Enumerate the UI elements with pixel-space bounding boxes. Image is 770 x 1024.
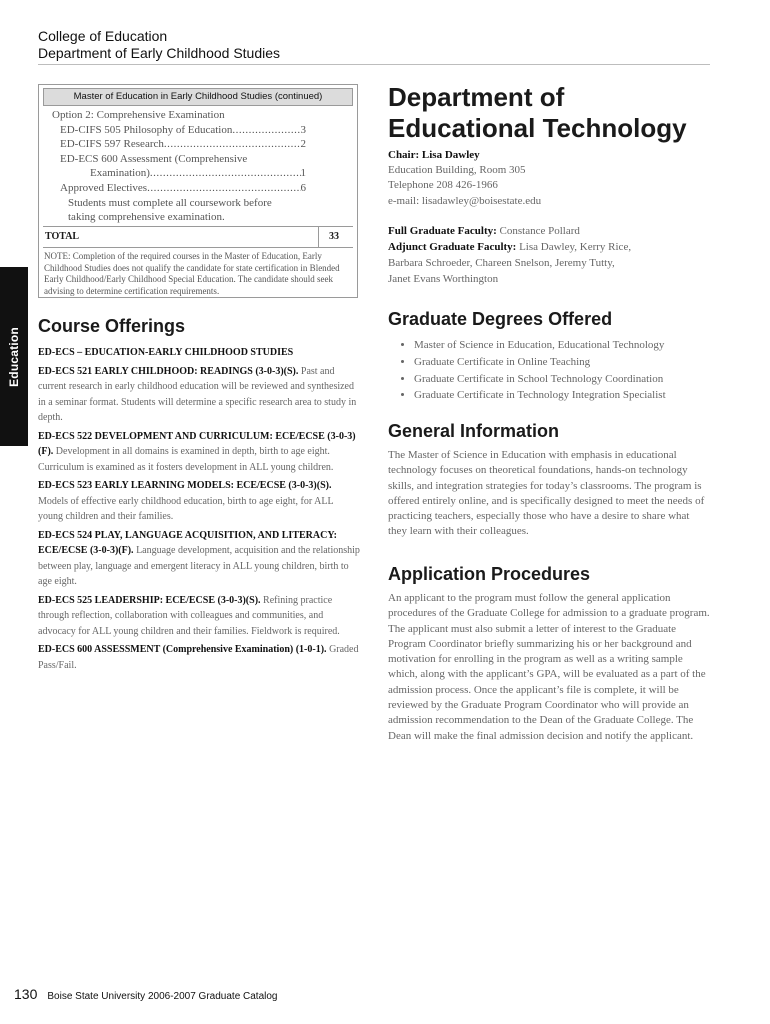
- department-email: e-mail: lisadawley@boisestate.edu: [388, 194, 542, 207]
- requirement-row: ED-ECS 600 Assessment (Comprehensive: [60, 152, 248, 165]
- page-number: 130: [14, 986, 38, 1002]
- application-heading: Application Procedures: [388, 564, 591, 584]
- requirement-row: ED-CIFS 597 Research ..... 2: [52, 137, 306, 152]
- page-header: [38, 28, 280, 62]
- department-name: Department of Early Childhood Studies: [38, 45, 281, 61]
- requirement-row: Examination) ..... 1: [52, 166, 306, 181]
- department-contact: [388, 148, 710, 209]
- general-info-heading: General Information: [388, 421, 560, 441]
- course-offerings-heading: Course Offerings: [38, 316, 186, 336]
- header-divider: [38, 64, 710, 65]
- requirements-box-title: Master of Education in Early Childhood Studies (continued): [43, 88, 353, 106]
- department-telephone: Telephone 208 426-1966: [388, 179, 498, 192]
- requirements-list: [52, 108, 306, 225]
- requirement-row: ED-CIFS 505 Philosophy of Education ..... 3: [52, 123, 306, 138]
- adjunct-faculty: Adjunct Graduate Faculty: Lisa Dawley, Kerry Rice,: [388, 241, 632, 253]
- catalog-title: Boise State University 2006-2007 Graduate Catalog: [47, 991, 278, 1002]
- requirement-row: Students must complete all coursework before: [68, 196, 272, 209]
- requirement-row: Approved Electives ..... 6: [52, 181, 306, 196]
- degree-item: • Graduate Certificate in School Technology Coordination: [414, 371, 744, 388]
- department-chair: Chair: Lisa Dawley: [388, 149, 480, 161]
- course-entry: ED-ECS 522 DEVELOPMENT AND CURRICULUM: ECE/ECSE (3-0-3)(F). Development in all domains is examined in depth, birth to age eight. Curriculum is examined as it fosters development in ALL young children.: [38, 430, 356, 473]
- course-entry: ED-ECS 600 ASSESSMENT (Comprehensive Examination) (1-0-1). Graded Pass/Fail.: [38, 644, 359, 671]
- degrees-list: [388, 337, 744, 404]
- total-value: 33: [329, 231, 339, 242]
- general-info-text: The Master of Science in Education with emphasis in educational technology focuses on theoretical foundations, hands-on technology skills, and integration strategies for today’s classrooms. The program is offered entirely online, and is specifically designed to meet the needs of practicing teachers, especially those who have a desire to share what they learn with their colleagues.: [388, 449, 705, 538]
- course-dept-heading: ED-ECS – EDUCATION-EARLY CHILDHOOD STUDIES: [38, 347, 294, 358]
- requirements-box: [38, 84, 358, 298]
- department-building: Education Building, Room 305: [388, 164, 526, 177]
- side-tab-label: Education: [7, 326, 21, 387]
- faculty-list: Full Graduate Faculty: Constance Pollard Adjunct Graduate Faculty: Lisa Dawley, Kerry Rice, Barbara Schroeder, Chareen Snelson, Jeremy Tutty, Janet Evans Worthington: [388, 223, 710, 287]
- college-name: College of Education: [38, 28, 168, 44]
- course-entry: ED-ECS 521 EARLY CHILDHOOD: READINGS (3-0-3)(S). Past and current research in early childhood education will be reviewed and synthesized in a seminar format. Students will determine a specific research area to study in depth.: [38, 365, 357, 423]
- total-row: [43, 226, 353, 248]
- course-entry: ED-ECS 523 EARLY LEARNING MODELS: ECE/ECSE (3-0-3)(S). Models of effective early childhood education, birth to age eight, for ALL young children and their families.: [38, 480, 334, 522]
- certification-note: NOTE: Completion of the required courses in the Master of Education, Early Childhood Studies does not qualify the candidate for state certification in Blended Early Childhood/Early Childhood Special Education. The candidate should seek advising to determine certification requirements.: [44, 251, 340, 297]
- full-faculty: Full Graduate Faculty: Constance Pollard: [388, 225, 580, 237]
- requirement-row: Option 2: Comprehensive Examination: [52, 109, 225, 121]
- section-side-tab: [0, 267, 28, 446]
- page-footer: [14, 986, 278, 1002]
- total-label: TOTAL: [45, 231, 80, 242]
- course-entry: ED-ECS 524 PLAY, LANGUAGE ACQUISITION, AND LITERACY: ECE/ECSE (3-0-3)(F). Language development, acquisition and the relationship between play, language and emergent literacy in ALL young children, birth to age eight.: [38, 529, 360, 587]
- application-text: An applicant to the program must follow the general application procedures of the Graduate College for admission to a graduate program. The applicant must also submit a letter of interest to the Graduate Program Coordinator briefly summarizing his or her background and motivation for enrolling in the program as well as a writing sample which, along with the applicant’s GPA, will be evaluated as a part of the admission process. Once the applicant’s file is complete, it will be reviewed by the Graduate Program Coordinator who will provide an admission recommendation to the Dean of the Graduate College. The Dean will make the final admission decision and notify the applicant.: [388, 592, 710, 742]
- course-list: [38, 345, 360, 676]
- course-entry: ED-ECS 525 LEADERSHIP: ECE/ECSE (3-0-3)(S). Refining practice through reflection, collaboration with colleagues and communities, and advocacy for ALL young children and their families. Fieldwork is required.: [38, 594, 340, 637]
- degree-item: • Graduate Certificate in Technology Integration Specialist: [414, 387, 744, 404]
- department-title: Department of Educational Technology: [388, 82, 687, 143]
- degree-item: • Master of Science in Education, Educational Technology: [414, 337, 744, 354]
- requirement-row: taking comprehensive examination.: [68, 211, 225, 224]
- degree-item: • Graduate Certificate in Online Teaching: [414, 354, 744, 371]
- degrees-heading: Graduate Degrees Offered: [388, 309, 613, 329]
